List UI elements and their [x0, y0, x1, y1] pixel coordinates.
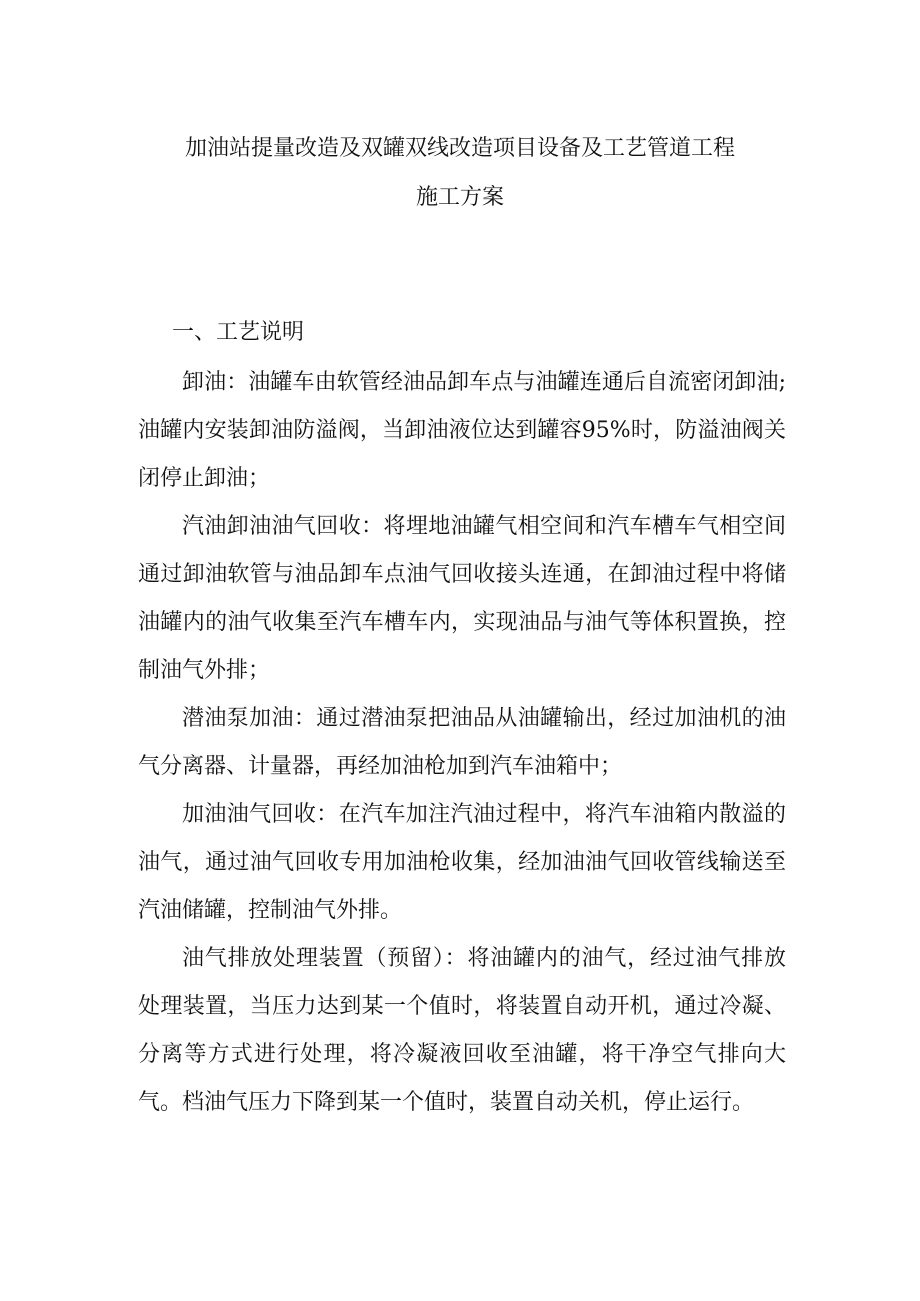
- paragraph-vapor-treatment: 油气排放处理装置（预留）：将油罐内的油气，经过油气排放处理装置，当压力达到某一个值时，将装置自动开机，通过冷凝、分离等方式进行处理，将冷凝液回收至油罐，将干净空气排向大气。档油气压力下降到某一个值时，装置自动关机，停止运行。: [138, 946, 786, 1115]
- paragraph-unloading-vapor-recovery: 汽油卸油油气回收：将埋地油罐气相空间和汽车槽车气相空间通过卸油软管与油品卸车点油气回收接头连通，在卸油过程中将储油罐内的油气收集至汽车槽车内，实现油品与油气等体积置换，控制油气外排；: [138, 514, 786, 683]
- paragraph-refueling-vapor-recovery: 加油油气回收：在汽车加注汽油过程中，将汽车油箱内散溢的油气，通过油气回收专用加油枪收集，经加油油气回收管线输送至汽油储罐，控制油气外排。: [138, 802, 786, 923]
- paragraph-unloading: 卸油：油罐车由软管经油品卸车点与油罐连通后自流密闭卸油;油罐内安装卸油防溢阀，当卸油液位达到罐容95%时，防溢油阀关闭停止卸油；: [138, 370, 786, 491]
- document-subtitle: 施工方案: [415, 185, 504, 210]
- paragraph-submersible-pump: 潜油泵加油：通过潜油泵把油品从油罐输出，经过加油机的油气分离器、计量器，再经加油枪加到汽车油箱中；: [138, 706, 786, 779]
- section-heading: 一、工艺说明: [172, 320, 305, 345]
- document-title: 加油站提量改造及双罐双线改造项目设备及工艺管道工程: [184, 136, 735, 161]
